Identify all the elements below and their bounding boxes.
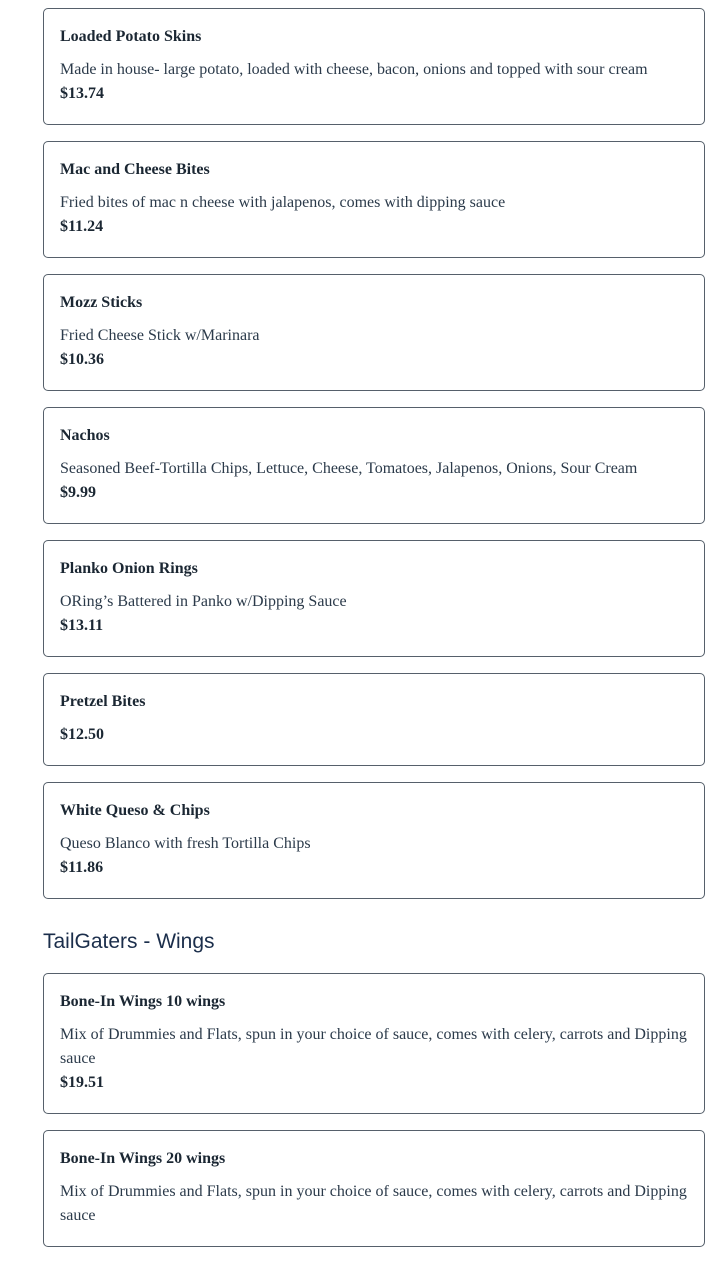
menu-item-description: Queso Blanco with fresh Tortilla Chips <box>60 835 311 852</box>
menu-item-price: $13.11 <box>60 617 104 634</box>
section-heading-wings: TailGaters - Wings <box>43 930 215 953</box>
menu-item-price: $13.74 <box>60 85 104 102</box>
menu-item-name: Pretzel Bites <box>60 693 146 710</box>
menu-item-card[interactable] <box>43 8 705 125</box>
menu-item-card[interactable] <box>43 973 705 1114</box>
menu-item-price: $11.24 <box>60 218 104 235</box>
menu-item-card[interactable] <box>43 274 705 391</box>
menu-item-name: Mac and Cheese Bites <box>60 161 210 178</box>
menu-item-price: $11.86 <box>60 859 104 876</box>
menu-list <box>43 8 705 1263</box>
menu-item-name: Bone-In Wings 10 wings <box>60 993 226 1010</box>
menu-item-name: Nachos <box>60 427 110 444</box>
section-appetizers-items <box>43 8 705 899</box>
menu-item-name: Loaded Potato Skins <box>60 28 202 45</box>
menu-item-description: ORing’s Battered in Panko w/Dipping Sauce <box>60 593 347 610</box>
menu-item-price: $10.36 <box>60 351 104 368</box>
menu-item-description: Fried bites of mac n cheese with jalapenos, comes with dipping sauce <box>60 194 506 211</box>
menu-item-description: Mix of Drummies and Flats, spun in your choice of sauce, comes with celery, carrots and Dipping sauce <box>60 1183 687 1224</box>
menu-item-description: Made in house- large potato, loaded with cheese, bacon, onions and topped with sour cream <box>60 61 648 78</box>
menu-item-name: White Queso & Chips <box>60 802 210 819</box>
section-wings-items <box>43 973 705 1247</box>
menu-item-name: Bone-In Wings 20 wings <box>60 1150 226 1167</box>
menu-item-name: Planko Onion Rings <box>60 560 198 577</box>
menu-item-description: Seasoned Beef-Tortilla Chips, Lettuce, Cheese, Tomatoes, Jalapenos, Onions, Sour Cream <box>60 460 638 477</box>
menu-item-card[interactable] <box>43 141 705 258</box>
menu-item-price: $12.50 <box>60 726 104 743</box>
menu-item-price: $9.99 <box>60 484 96 501</box>
menu-item-card[interactable] <box>43 407 705 524</box>
menu-item-card[interactable] <box>43 673 705 766</box>
menu-item-name: Mozz Sticks <box>60 294 143 311</box>
menu-item-card[interactable] <box>43 782 705 899</box>
menu-item-description: Mix of Drummies and Flats, spun in your choice of sauce, comes with celery, carrots and Dipping sauce <box>60 1026 687 1067</box>
menu-item-card[interactable] <box>43 540 705 657</box>
menu-item-description: Fried Cheese Stick w/Marinara <box>60 327 260 344</box>
menu-item-price: $19.51 <box>60 1074 104 1091</box>
menu-item-card[interactable] <box>43 1130 705 1247</box>
